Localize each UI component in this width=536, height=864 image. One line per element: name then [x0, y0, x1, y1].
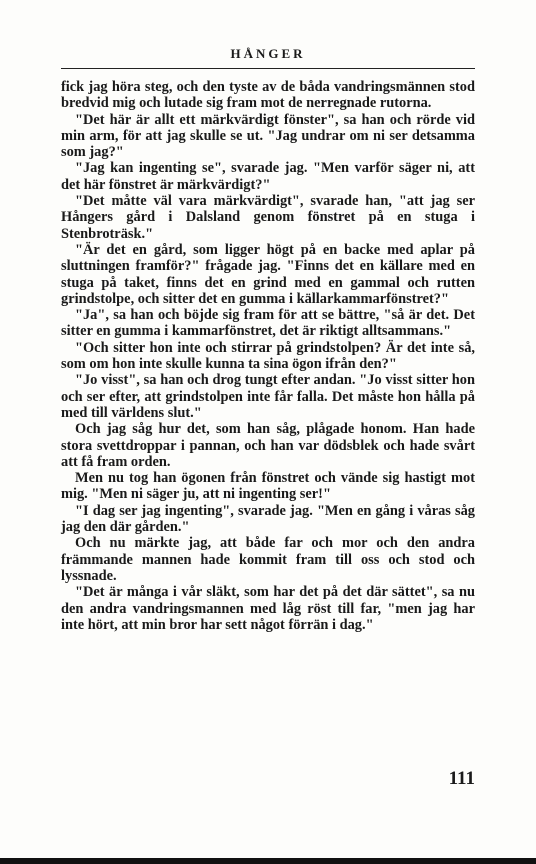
paragraph: "I dag ser jag ingenting", svarade jag. "Men en gång i våras såg jag den där gården.": [61, 502, 475, 536]
paragraph: "Är det en gård, som ligger högt på en backe med aplar på sluttningen framför?" frågade jag. "Finns det en källare med en stuga på taket, finns det en grind med en gammal och rutten grindstolpe, och sitter det en gumma i källarkammarfönstret?": [61, 241, 475, 307]
paragraph: Och nu märkte jag, att både far och mor och den andra främmande mannen hade kommit fram till oss och stod och lyssnade.: [61, 535, 475, 584]
paragraph: fick jag höra steg, och den tyste av de båda vandringsmännen stod bredvid mig och lutade sig fram mot de nerregnade rutorna.: [61, 79, 475, 112]
paragraph: "Det är många i vår släkt, som har det på det där sättet", sa nu den andra vandringsmannen med låg röst till far, "men jag har inte hört, att min bror har sett något förrän i dag.": [61, 584, 475, 633]
paragraph: Och jag såg hur det, som han såg, plågade honom. Han hade stora svettdroppar i pannan, och han var dödsblek och hade svårt att få fram orden.: [61, 421, 475, 470]
running-head: HÅNGER: [230, 46, 306, 61]
paragraph: "Och sitter hon inte och stirrar på grindstolpen? Är det inte så, som om hon inte skulle kunna ta sina ögon ifrån den?": [61, 339, 475, 373]
paragraph: Men nu tog han ögonen från fönstret och vände sig hastigt mot mig. "Men ni säger ju, att ni ingenting ser!": [61, 470, 475, 503]
paragraph: "Ja", sa han och böjde sig fram för att se bättre, "så är det. Det sitter en gumma i kammarfönstret, det är riktigt alltsammans.": [61, 307, 475, 340]
paragraph: "Det måtte väl vara märkvärdigt", svarade han, "att jag ser Hångers gård i Dalsland genom fönstret på en stuga i Stenbroträsk.": [61, 193, 475, 242]
paragraph: "Jo visst", sa han och drog tungt efter andan. "Jo visst sitter hon och ser efter, att grindstolpen inte får falla. Det måste hon hålla på med till världens slut.": [61, 372, 475, 421]
paragraph: "Jag kan ingenting se", svarade jag. "Men varför säger ni, att det här fönstret är märkvärdigt?": [61, 160, 475, 193]
page-bottom-edge: [0, 858, 536, 864]
page-number: 111: [448, 768, 475, 789]
header-rule: [61, 68, 475, 69]
body-text: [61, 79, 475, 633]
paragraph: "Det här är allt ett märkvärdigt fönster", sa han och rörde vid min arm, för att jag skulle se ut. "Jag undrar om ni ser detsamma som jag?": [61, 111, 475, 161]
